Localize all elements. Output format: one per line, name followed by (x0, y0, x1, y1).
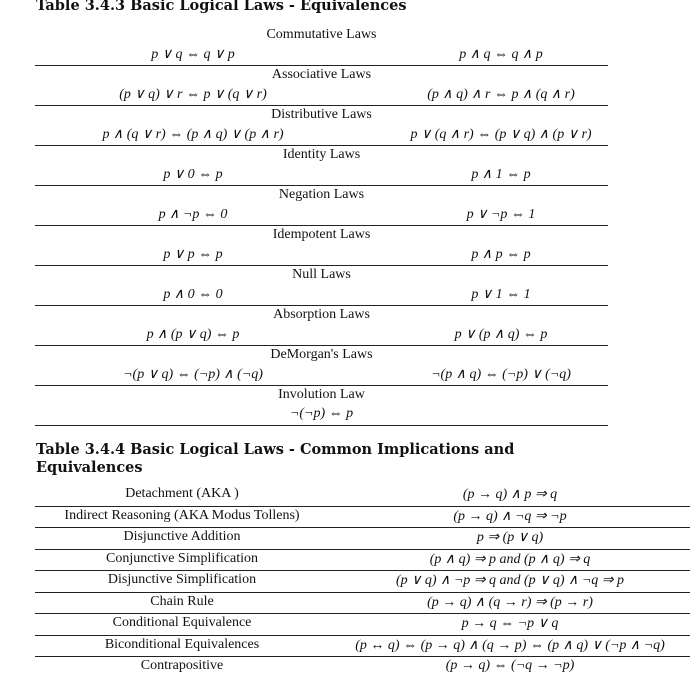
law-block-identity (35, 147, 608, 187)
law-name: Disjunctive Simplification (107, 572, 257, 587)
law-expression: p → q ⇔ ¬p ∨ q (461, 616, 559, 631)
law-expression: (p → q) ∧ p ⇒ q (462, 487, 558, 502)
law-left-formula: (p ∨ q) ∨ r ⇔ p ∨ (q ∨ r) (119, 87, 267, 102)
rule-line (35, 65, 608, 66)
table-row (35, 550, 690, 572)
law-right-formula: p ∨ 1 ⇔ 1 (471, 287, 531, 302)
law-single-formula: ¬(¬p) ⇔ p (289, 406, 354, 421)
law-title: Commutative Laws (266, 27, 377, 42)
rule-line (35, 265, 608, 266)
law-name: Detachment (AKA ) (125, 486, 239, 501)
rule-line (35, 385, 608, 386)
law-title: DeMorgan's Laws (270, 347, 373, 362)
law-right-formula: (p ∧ q) ∧ r ⇔ p ∧ (q ∧ r) (427, 87, 575, 102)
table-row (35, 614, 690, 636)
rule-line (35, 345, 608, 346)
law-expression: p ⇒ (p ∨ q) (476, 530, 544, 545)
law-right-formula: p ∧ p ⇔ p (471, 247, 531, 262)
law-right-formula: p ∨ ¬p ⇔ 1 (466, 207, 536, 222)
rule-line (35, 145, 608, 146)
table-row (35, 636, 690, 658)
law-title: Identity Laws (282, 147, 361, 162)
law-left-formula: p ∨ 0 ⇔ p (163, 167, 223, 182)
law-block-null (35, 267, 608, 307)
law-right-formula: p ∨ (p ∧ q) ⇔ p (454, 327, 548, 342)
law-block-demorgan (35, 347, 608, 387)
law-block-absorption (35, 307, 608, 347)
law-right-formula: p ∨ (q ∧ r) ⇔ (p ∨ q) ∧ (p ∨ r) (410, 127, 592, 142)
law-expression: (p ↔ q) ⇔ (p → q) ∧ (q → p) ⇔ (p ∧ q) ∨ (¬p ∧ ¬q) (355, 637, 665, 653)
table-row (35, 528, 690, 550)
law-title: Negation Laws (278, 187, 365, 202)
law-title: Distributive Laws (271, 107, 372, 122)
law-name: Indirect Reasoning (AKA Modus Tollens) (64, 507, 300, 523)
rule-line (35, 105, 608, 106)
table-row (35, 485, 690, 507)
law-name: Disjunctive Addition (123, 529, 241, 544)
law-expression: (p → q) ⇔ (¬q → ¬p) (445, 658, 575, 673)
law-expression: (p → q) ∧ (q → r) ⇒ (p → r) (427, 594, 593, 610)
law-left-formula: p ∧ (p ∨ q) ⇔ p (146, 327, 240, 342)
rule-line (35, 225, 608, 226)
law-name: Biconditional Equivalences (104, 636, 260, 652)
rule-line (35, 305, 608, 306)
rule-line (35, 425, 608, 426)
rule-line (35, 185, 608, 186)
law-left-formula: p ∧ (q ∨ r) ⇔ (p ∧ q) ∨ (p ∧ r) (102, 127, 284, 142)
table-row (35, 593, 690, 615)
law-left-formula: p ∧ 0 ⇔ 0 (163, 287, 223, 302)
law-block-negation (35, 187, 608, 227)
law-right-formula: p ∧ 1 ⇔ p (471, 167, 531, 182)
law-name: Contrapositive (140, 658, 224, 673)
law-name: Chain Rule (150, 593, 214, 609)
law-title: Null Laws (292, 267, 351, 282)
table-row (35, 571, 690, 593)
law-block-commutative (35, 27, 608, 67)
law-left-formula: ¬(p ∨ q) ⇔ (¬p) ∧ (¬q) (123, 367, 263, 382)
law-block-associative (35, 67, 608, 107)
law-name: Conditional Equivalence (112, 615, 252, 630)
law-left-formula: p ∨ p ⇔ p (163, 247, 223, 262)
law-block-involution (35, 387, 608, 427)
law-right-formula: p ∧ q ⇔ q ∧ p (459, 47, 543, 62)
law-name: Conjunctive Simplification (105, 550, 259, 566)
table2-caption: Table 3.4.4 Basic Logical Laws - Common Implications and Equivalences (36, 441, 515, 476)
law-expression: (p → q) ∧ ¬q ⇒ ¬p (453, 508, 567, 524)
law-block-distributive (35, 107, 608, 147)
law-title: Idempotent Laws (272, 227, 371, 242)
law-title: Involution Law (278, 387, 365, 402)
table1-caption: Table 3.4.3 Basic Logical Laws - Equivalences (36, 0, 407, 14)
law-expression: (p ∧ q) ⇒ p and (p ∧ q) ⇒ q (429, 551, 591, 567)
law-title: Absorption Laws (273, 307, 370, 322)
law-expression: (p ∨ q) ∧ ¬p ⇒ q and (p ∨ q) ∧ ¬q ⇒ p (396, 573, 624, 588)
law-title: Associative Laws (271, 67, 372, 82)
law-right-formula: ¬(p ∧ q) ⇔ (¬p) ∨ (¬q) (431, 367, 571, 382)
law-left-formula: p ∧ ¬p ⇔ 0 (158, 207, 228, 222)
implications-table (35, 485, 690, 678)
law-left-formula: p ∨ q ⇔ q ∨ p (151, 47, 235, 62)
law-block-idempotent (35, 227, 608, 267)
table-row (35, 507, 690, 529)
table-row (35, 657, 690, 678)
